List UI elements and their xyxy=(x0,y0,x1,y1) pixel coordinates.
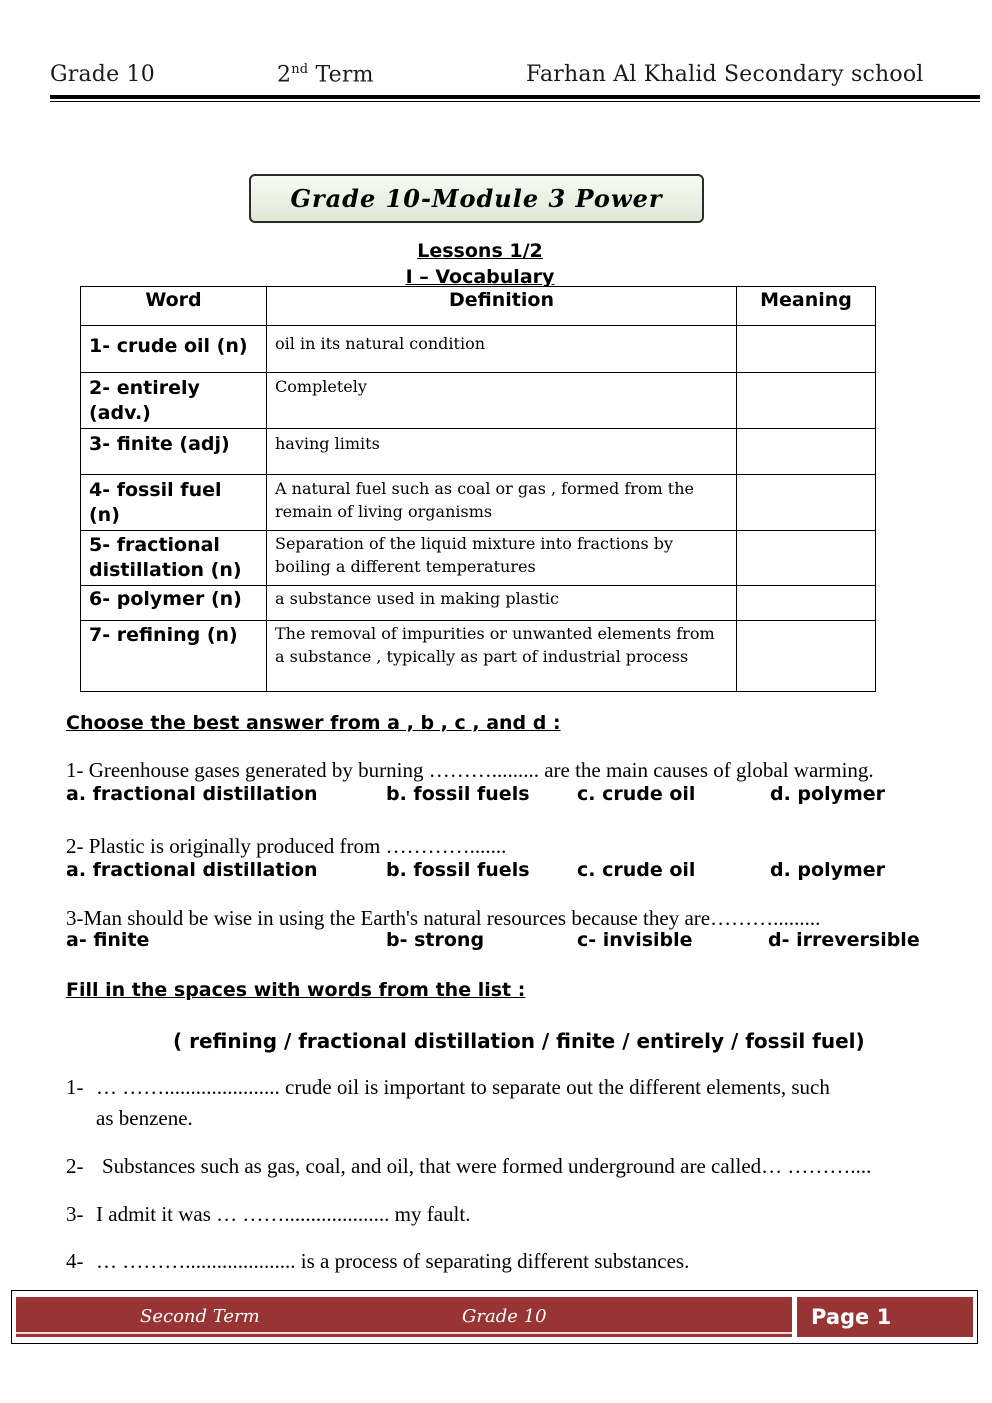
fill-item-text: … ………..................... is a process of separating different substances. xyxy=(96,1249,690,1273)
header-term-suffix: nd xyxy=(291,62,309,77)
vocab-word: 5- fractional distillation (n) xyxy=(81,531,267,586)
vocab-definition: A natural fuel such as coal or gas , formed from the remain of living organisms xyxy=(267,475,737,531)
fill-item-number: 4- xyxy=(66,1249,84,1273)
vocab-word: 2- entirely (adv.) xyxy=(81,373,267,429)
question-text: 3-Man should be wise in using the Earth's natural resources because they are………......... xyxy=(66,906,821,930)
option-c[interactable]: c. crude oil xyxy=(577,859,696,881)
footer-bar-highlight xyxy=(16,1332,792,1334)
header-term-number: 2 xyxy=(277,62,292,88)
table-header-row xyxy=(81,287,876,326)
vocab-meaning[interactable] xyxy=(737,475,876,531)
table-row xyxy=(81,475,876,531)
table-row xyxy=(81,373,876,429)
fill-item-number: 3- xyxy=(66,1202,84,1226)
vocab-meaning[interactable] xyxy=(737,621,876,692)
header-term-word: Term xyxy=(308,62,374,88)
table-row xyxy=(81,621,876,692)
header-term xyxy=(277,62,374,87)
option-a[interactable]: a. fractional distillation xyxy=(66,859,318,881)
footer-bar xyxy=(16,1297,792,1337)
option-d[interactable]: d- irreversible xyxy=(768,929,920,951)
page-number-label: Page 1 xyxy=(811,1305,892,1329)
vocabulary-heading: I – Vocabulary xyxy=(405,266,555,288)
fill-item-text: I admit it was … …….................... my fault. xyxy=(96,1202,471,1226)
question-text: 2- Plastic is originally produced from …………....... xyxy=(66,834,507,858)
module-title: Grade 10-Module 3 Power xyxy=(290,184,663,213)
header-school: Farhan Al Khalid Secondary school xyxy=(526,62,924,87)
option-b[interactable]: b- strong xyxy=(386,929,485,951)
footer-term: Second Term xyxy=(140,1306,260,1327)
option-c[interactable]: c. crude oil xyxy=(577,783,696,805)
fill-item-text: … ……...................... crude oil is important to separate out the different elements, such xyxy=(96,1075,830,1099)
vocabulary-table xyxy=(80,286,876,692)
table-row xyxy=(81,429,876,475)
option-d[interactable]: d. polymer xyxy=(770,859,886,881)
option-b[interactable]: b. fossil fuels xyxy=(386,859,530,881)
option-d[interactable]: d. polymer xyxy=(770,783,886,805)
fill-heading: Fill in the spaces with words from the list : xyxy=(66,979,526,1001)
fill-item-text: Substances such as gas, coal, and oil, that were formed underground are called… ……….... xyxy=(102,1154,872,1178)
table-row xyxy=(81,326,876,373)
vocab-meaning[interactable] xyxy=(737,586,876,621)
footer-page-number xyxy=(797,1297,973,1337)
vocab-definition: Separation of the liquid mixture into fractions by boiling a different temperatures xyxy=(267,531,737,586)
vocab-definition: Completely xyxy=(267,373,737,429)
vocab-definition: a substance used in making plastic xyxy=(267,586,737,621)
word-list: ( refining / fractional distillation / finite / entirely / fossil fuel) xyxy=(173,1029,865,1053)
fill-item-text-continued: as benzene. xyxy=(96,1106,193,1130)
table-row xyxy=(81,586,876,621)
question-text: 1- Greenhouse gases generated by burning ………......... are the main causes of global warming. xyxy=(66,758,874,782)
vocab-word: 4- fossil fuel (n) xyxy=(81,475,267,531)
vocab-word: 7- refining (n) xyxy=(81,621,267,692)
vocab-meaning[interactable] xyxy=(737,326,876,373)
vocab-word: 3- finite (adj) xyxy=(81,429,267,475)
lessons-heading: Lessons 1/2 xyxy=(417,240,543,262)
column-header-meaning: Meaning xyxy=(737,287,876,326)
header-rule-thick xyxy=(50,95,980,99)
fill-item-number: 2- xyxy=(66,1154,84,1178)
vocab-meaning[interactable] xyxy=(737,373,876,429)
vocab-meaning[interactable] xyxy=(737,429,876,475)
option-c[interactable]: c- invisible xyxy=(577,929,693,951)
header-rule-thin xyxy=(50,101,980,102)
choose-heading: Choose the best answer from a , b , c , and d : xyxy=(66,712,561,734)
lessons-heading-block xyxy=(0,238,960,290)
vocab-word: 1- crude oil (n) xyxy=(81,326,267,373)
vocab-meaning[interactable] xyxy=(737,531,876,586)
module-title-box xyxy=(249,174,704,223)
option-a[interactable]: a. fractional distillation xyxy=(66,783,318,805)
column-header-definition: Definition xyxy=(267,287,737,326)
vocab-definition: oil in its natural condition xyxy=(267,326,737,373)
table-row xyxy=(81,531,876,586)
column-header-word: Word xyxy=(81,287,267,326)
header-grade: Grade 10 xyxy=(50,62,155,87)
option-b[interactable]: b. fossil fuels xyxy=(386,783,530,805)
vocab-definition: having limits xyxy=(267,429,737,475)
footer-grade: Grade 10 xyxy=(462,1306,547,1327)
vocab-word: 6- polymer (n) xyxy=(81,586,267,621)
option-a[interactable]: a- finite xyxy=(66,929,150,951)
fill-item-number: 1- xyxy=(66,1075,84,1099)
vocab-definition: The removal of impurities or unwanted elements from a substance , typically as part of industrial process xyxy=(267,621,737,692)
